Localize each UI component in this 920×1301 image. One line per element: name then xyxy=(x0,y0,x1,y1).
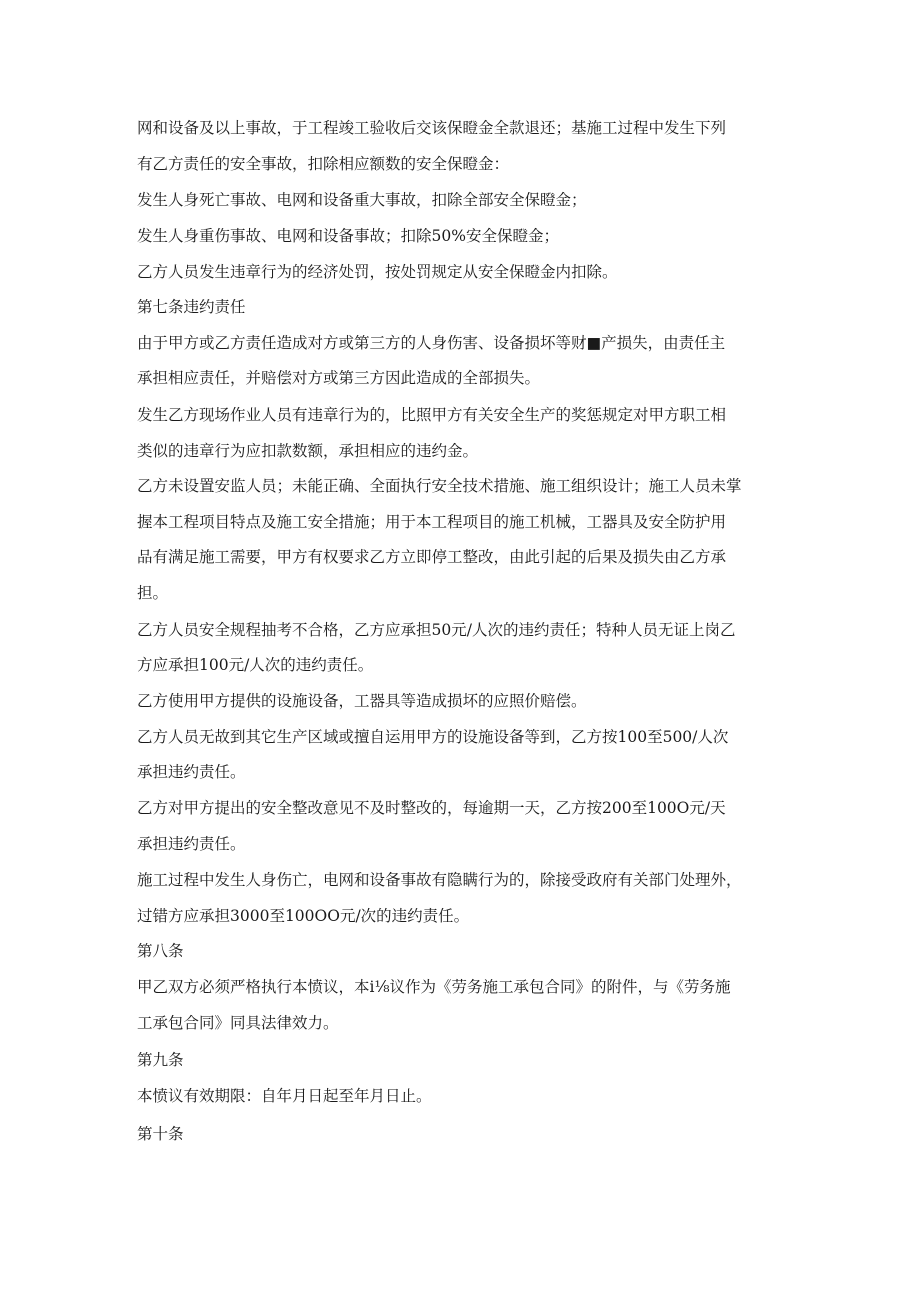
section-heading: 第十条 xyxy=(137,1125,184,1143)
section-heading: 第七条违约责任 xyxy=(137,298,246,316)
text-line: 甲乙双方必须严格执行本愤议，本i⅛议作为《劳务施工承包合同》的附件，与《劳务施 xyxy=(137,978,731,996)
text-line: 担。 xyxy=(137,584,169,602)
text-line: 施工过程中发生人身伤亡，电网和设备事故有隐瞒行为的，除接受政府有关部门处理外， xyxy=(137,871,742,889)
text-line: 发生人身重伤事故、电网和设备事故；扣除50%安全保瞪金； xyxy=(137,227,559,245)
section-heading: 第八条 xyxy=(137,942,184,960)
text-line: 网和设备及以上事故，于工程竣工验收后交该保瞪金全款退还；基施工过程中发生下列 xyxy=(137,119,727,137)
text-line: 有乙方责任的安全事故，扣除相应额数的安全保瞪金： xyxy=(137,155,510,173)
text-line: 乙方人员发生违章行为的经济处罚，按处罚规定从安全保瞪金内扣除。 xyxy=(137,263,618,281)
text-line: 承担相应责任，并赔偿对方或第三方因此造成的全部损失。 xyxy=(137,369,541,387)
text-line: 本愤议有效期限：自年月日起至年月日止。 xyxy=(137,1087,432,1105)
text-line: 发生乙方现场作业人员有违章行为的，比照甲方有关安全生产的奖惩规定对甲方职工相 xyxy=(137,406,727,424)
text-line: 方应承担100元/人次的违约责任。 xyxy=(137,656,374,674)
text-line: 由于甲方或乙方责任造成对方或第三方的人身伤害、设备损坏等财■产损失，由责任主 xyxy=(137,334,726,352)
text-line: 乙方对甲方提出的安全整改意见不及时整改的，每逾期一天，乙方按200至100O元/天 xyxy=(137,799,726,817)
text-line: 乙方人员无故到其它生产区域或擅自运用甲方的设施设备等到，乙方按100至500/人次 xyxy=(137,728,729,746)
text-line: 类似的违章行为应扣款数额，承担相应的违约金。 xyxy=(137,442,479,460)
text-line: 发生人身死亡事故、电网和设备重大事故，扣除全部安全保瞪金； xyxy=(137,191,587,209)
text-line: 工承包合同》同具法律效力。 xyxy=(137,1014,339,1032)
text-line: 承担违约责任。 xyxy=(137,763,246,781)
text-line: 过错方应承担3000至100OO元/次的违约责任。 xyxy=(137,907,470,925)
text-line: 乙方未设置安监人员；未能正确、全面执行安全技术措施、施工组织设计；施工人员未掌 xyxy=(137,477,742,495)
text-line: 乙方使用甲方提供的设施设备，工器具等造成损坏的应照价赔偿。 xyxy=(137,692,587,710)
text-line: 乙方人员安全规程抽考不合格，乙方应承担50元/人次的违约责任；特种人员无证上岗乙 xyxy=(137,621,736,639)
text-line: 握本工程项目特点及施工安全措施；用于本工程项目的施工机械，工器具及安全防护用 xyxy=(137,513,727,531)
section-heading: 第九条 xyxy=(137,1051,184,1069)
text-line: 承担违约责任。 xyxy=(137,835,246,853)
text-line: 品有满足施工需要，甲方有权要求乙方立即停工整改，由此引起的后果及损失由乙方承 xyxy=(137,548,727,566)
